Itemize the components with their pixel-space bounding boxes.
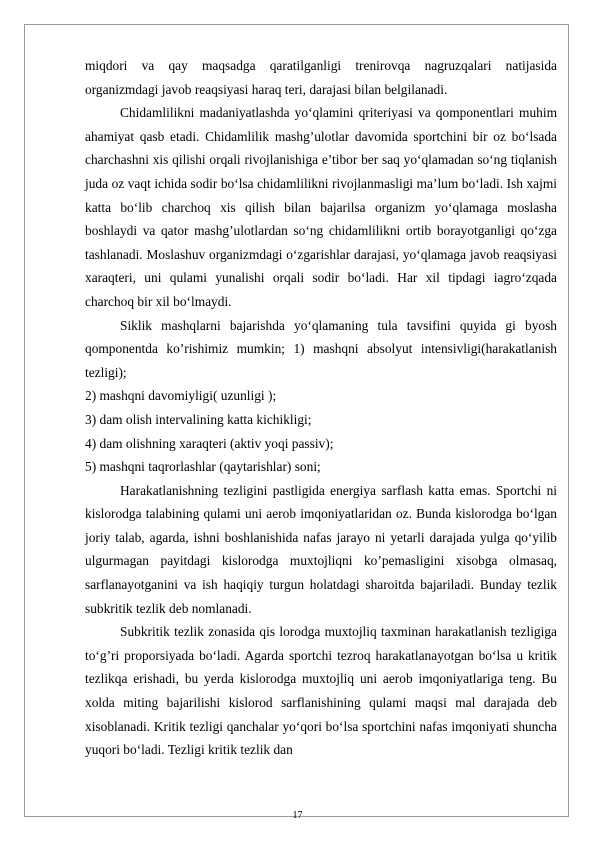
paragraph-3: Siklik mashqlarni bajarishda yo‘qlamaning tula tavsifini quyida gi byosh qomponentda ko’rishimiz mumkin; 1) mashqni absolyut intensivligi(harakatlanish tezligi); bbox=[85, 317, 557, 380]
document-body bbox=[85, 54, 557, 762]
list-item: 3) dam olish intervalining katta kichikligi; bbox=[85, 411, 312, 427]
paragraph-5: Subkritik tezlik zonasida qis lorodga muxtojliq taxminan harakatlanish tezligiga to‘g’ri proporsiyada bo‘ladi. Agarda sportchi tezroq harakatlanayotgan bo‘lsa u kritik tezlikqa erishadi, bu yerda kislorodga muxtojliq uni aerob imqoniyatlariga teng. Bu xolda miting bajarilishi kislorod sarflanishining qulami maqsi mal darajada deb xisoblanadi. Kritik tezligi qanchalar yo‘qori bo‘lsa sportchini nafas imqoniyati shuncha yuqori bo‘ladi. Tezligi kritik tezlik dan bbox=[85, 624, 557, 758]
paragraph-1: miqdori va qay maqsadga qaratilganligi trenirovqa nagruzqalari natijasida organizmdagi javob reaqsiyasi haraq teri, darajasi bilan belgilanadi. bbox=[85, 58, 557, 97]
paragraph-4: Harakatlanishning tezligini pastligida energiya sarflash katta emas. Sportchi ni kislorodga talabining qulami uni aerob imqoniyatlaridan oz. Bunda kislorodga bo‘lgan joriy talab, agarda, ishni boshlanishida nafas jarayo ni yetarli darajada yulga qo‘yilib ulgurmagan payitdagi kislorodga muxtojliqni ko’pemasligini xisobga olmasaq, sarflanayotganini va ish haqiqiy turgun holatdagi sharoitda bajariladi. Bunday tezlik subkritik tezlik deb nomlanadi. bbox=[85, 482, 557, 616]
list-item: 4) dam olishning xaraqteri (aktiv yoqi passiv); bbox=[85, 435, 334, 451]
list-item: 5) mashqni taqrorlashlar (qaytarishlar) soni; bbox=[85, 459, 321, 475]
list-item: 2) mashqni davomiyligi( uzunligi ); bbox=[85, 388, 277, 404]
paragraph-2: Chidamlilikni madaniyatlashda yo‘qlamini qriteriyasi va qomponentlari muhim ahamiyat qasb etadi. Chidamlilik mashg’ulotlar davomida sportchini bir oz bo‘lsada charchashni xis qilishi orqali rivojlanishiga e’tibor ber saq yo‘qlamadan so‘ng tiqlanish juda oz vaqt ichida sodir bo‘lsa chidamlilikni rivojlanmasligi ma’lum bo‘ladi. Ish xajmi katta bo‘lib charchoq xis qilish bilan bajarilsa organizm yo‘qlamaga moslasha boshlaydi va qator mashg’ulotlardan so‘ng chidamlilikni ortib borayotganligi qo‘zga tashlanadi. Moslashuv organizmdagi o‘zgarishlar darajasi, yo‘qlamaga javob reaqsiyasi xaraqteri, uni qulami yunalishi orqali sodir bo‘ladi. Har xil tipdagi iagro‘zqada charchoq bir xil bo‘lmaydi. bbox=[85, 105, 557, 309]
page-number: 17 bbox=[292, 810, 303, 821]
